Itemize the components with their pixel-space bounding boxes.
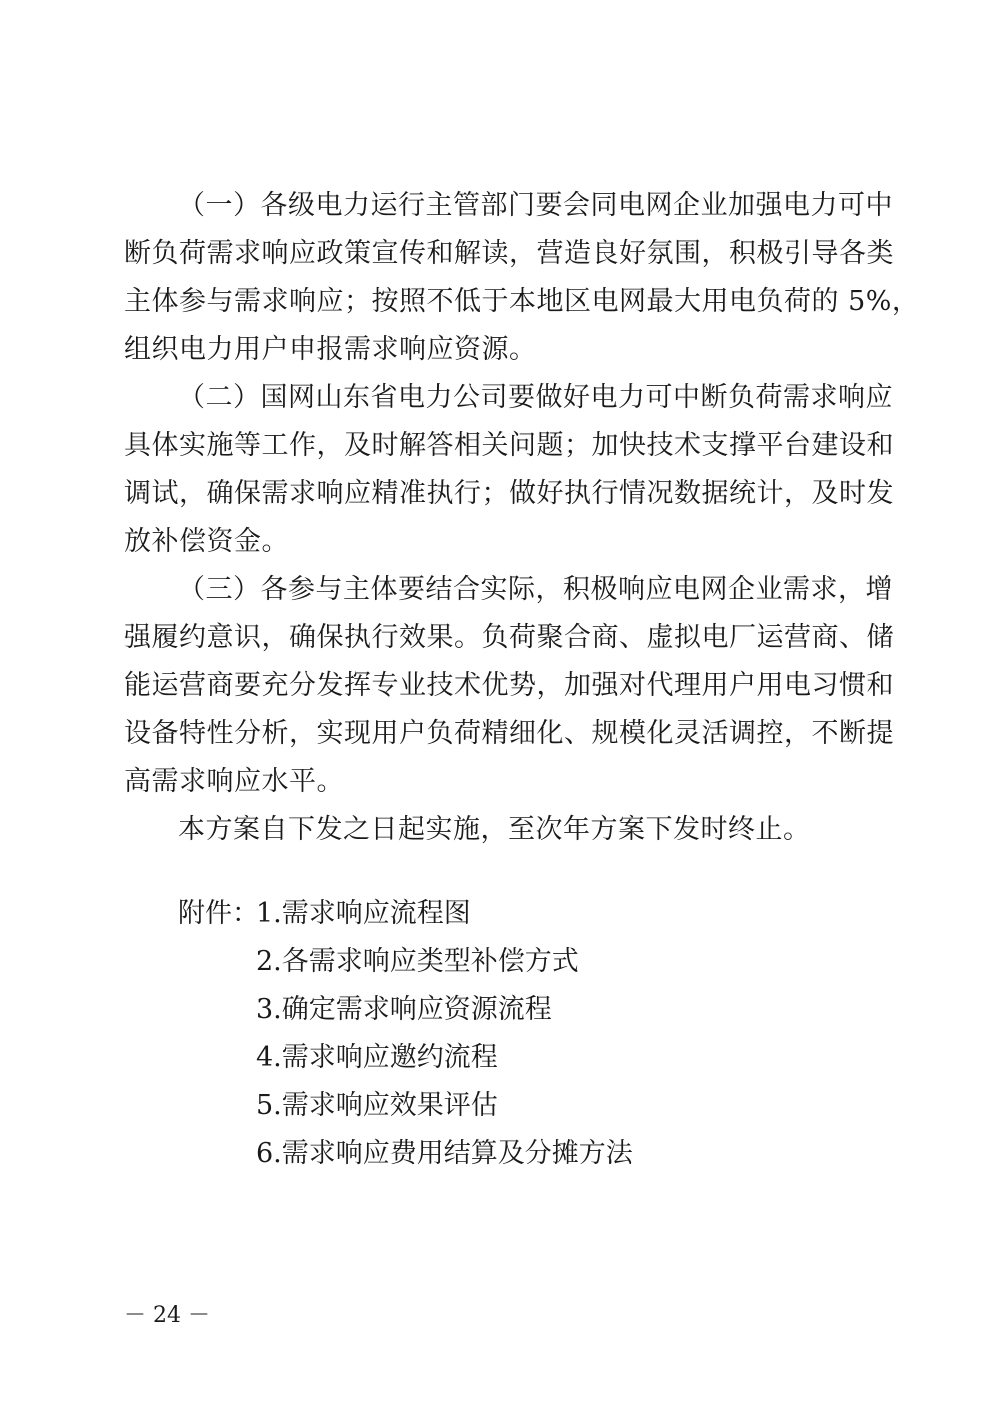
paragraph-3-line-2: 强履约意识，确保执行效果。负荷聚合商、虚拟电厂运营商、储 (124, 622, 894, 653)
paragraph-3-line-4: 设备特性分析，实现用户负荷精细化、规模化灵活调控，不断提 (124, 718, 894, 749)
paragraph-1-line-2: 断负荷需求响应政策宣传和解读，营造良好氛围，积极引导各类 (124, 238, 894, 269)
paragraph-3-line-5: 高需求响应水平。 (124, 766, 344, 797)
paragraph-1-line-3: 主体参与需求响应；按照不低于本地区电网最大用电负荷的 5%， (124, 286, 920, 317)
paragraph-3-line-1: （三）各参与主体要结合实际，积极响应电网企业需求，增 (178, 574, 893, 605)
paragraph-2-line-3: 调试，确保需求响应精准执行；做好执行情况数据统计，及时发 (124, 478, 894, 509)
paragraph-3-line-3: 能运营商要充分发挥专业技术优势，加强对代理用户用电习惯和 (124, 670, 894, 701)
paragraph-2-line-2: 具体实施等工作，及时解答相关问题；加快技术支撑平台建设和 (124, 430, 894, 461)
closing-statement: 本方案自下发之日起实施，至次年方案下发时终止。 (178, 814, 811, 845)
attachments-label: 附件： (178, 898, 259, 929)
paragraph-1-line-4: 组织电力用户申报需求响应资源。 (124, 334, 537, 365)
attachment-item-3: 3.确定需求响应资源流程 (256, 994, 552, 1025)
attachment-item-6: 6.需求响应费用结算及分摊方法 (256, 1138, 633, 1169)
attachment-item-4: 4.需求响应邀约流程 (256, 1042, 498, 1073)
attachment-item-2: 2.各需求响应类型补偿方式 (256, 946, 579, 977)
page-number: － 24 － (124, 1303, 210, 1328)
paragraph-2-line-1: （二）国网山东省电力公司要做好电力可中断负荷需求响应 (178, 382, 893, 413)
paragraph-1-line-1: （一）各级电力运行主管部门要会同电网企业加强电力可中 (178, 190, 893, 221)
attachment-item-5: 5.需求响应效果评估 (256, 1090, 498, 1121)
attachment-item-1: 1.需求响应流程图 (256, 898, 471, 929)
paragraph-2-line-4: 放补偿资金。 (124, 526, 289, 557)
